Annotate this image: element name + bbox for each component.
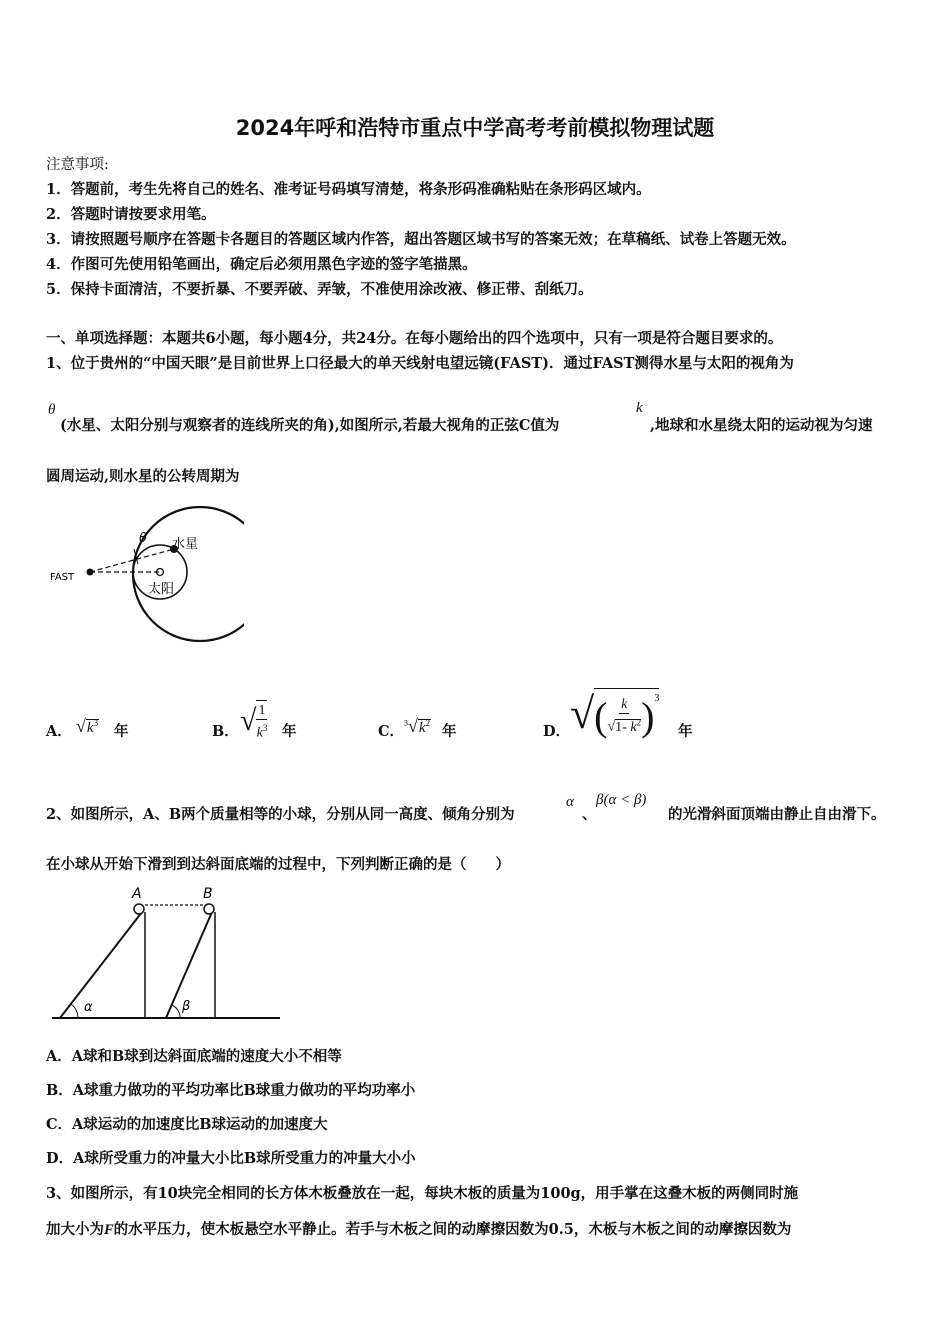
notice-heading: 注意事项:	[46, 157, 109, 173]
label-a: A	[132, 886, 142, 902]
theta-symbol: θ	[48, 402, 56, 418]
earth-orbit	[133, 507, 244, 641]
alpha-symbol: α	[566, 794, 574, 810]
k-symbol: k	[636, 400, 643, 416]
q1-option-c-unit: 年	[442, 723, 457, 740]
q1-option-d-formula: √ ( $\frac{k}{√1- k^2}$ ) $^3$	[570, 689, 660, 739]
beta-condition: β(α < β)	[596, 792, 647, 808]
mercury-label: 水星	[172, 537, 199, 552]
q2-option-c: C．A球运动的加速度比B球运动的加速度大	[46, 1116, 328, 1133]
q2-sep: 、	[582, 806, 597, 823]
q1-option-d-unit: 年	[678, 723, 693, 740]
q1-orbit-figure	[44, 492, 244, 652]
q1-option-b-formula: √ $\frac{1}{k^3}$	[240, 700, 267, 742]
theta-label: θ	[139, 531, 147, 546]
notice-item-4: 4．作图可先使用铅笔画出，确定后必须用黑色字迹的签字笔描黑。	[46, 256, 477, 273]
q1-option-a-formula: $√k^3$	[76, 716, 99, 736]
q2-incline-figure	[46, 884, 286, 1024]
beta-arc	[172, 1005, 180, 1018]
q1-option-d-letter: D．	[543, 723, 571, 740]
q1-line-2b: ,地球和水星绕太阳的运动视为匀速	[650, 417, 873, 434]
q2-line-2: 在小球从开始下滑到到达斜面底端的过程中，下列判断正确的是（ ）	[46, 856, 510, 873]
q3-line-1: 3、如图所示，有10块完全相同的长方体木板叠放在一起，每块木板的质量为100g，用手掌在这叠木板的两侧同时施	[46, 1185, 799, 1202]
q2-option-d: D．A球所受重力的冲量大小比B球所受重力的冲量大小小	[46, 1150, 416, 1167]
q1-line-3: 圆周运动,则水星的公转周期为	[46, 468, 240, 485]
q1-option-c-letter: C．	[378, 723, 405, 740]
beta-label: β	[182, 999, 191, 1014]
ball-b	[204, 904, 214, 914]
section-heading: 一、单项选择题：本题共6小题，每小题4分，共24分。在每小题给出的四个选项中，只有一项是符合题目要求的。	[46, 330, 783, 347]
q1-line-2a: (水星、太阳分别与观察者的连线所夹的角),如图所示,若最大视角的正弦C值为	[60, 417, 560, 434]
q2-line-1b: 的光滑斜面顶端由静止自由滑下。	[668, 806, 886, 823]
page-title: 2024年呼和浩特市重点中学高考考前模拟物理试题	[235, 116, 715, 140]
q1-option-c-formula: $^3√k^2$	[404, 716, 431, 736]
incline-a	[60, 912, 142, 1018]
q3-line-2: 加大小为F的水平压力，使木板悬空水平静止。若手与木板之间的动摩擦因数为0.5，木板与木板之间的动摩擦因数为	[46, 1221, 792, 1238]
ball-a	[134, 904, 144, 914]
sun-label: 太阳	[148, 582, 175, 597]
fast-label: FAST	[50, 572, 75, 583]
q2-option-a: A．A球和B球到达斜面底端的速度大小不相等	[46, 1048, 342, 1065]
q1-option-a-letter: A．	[46, 723, 72, 740]
label-b: B	[203, 886, 213, 902]
q2-line-1a: 2、如图所示，A、B两个质量相等的小球，分别从同一高度、倾角分别为	[46, 806, 515, 823]
notice-item-3: 3．请按照题号顺序在答题卡各题目的答题区域内作答，超出答题区域书写的答案无效；在草稿纸、试卷上答题无效。	[46, 231, 796, 248]
q1-option-a-unit: 年	[114, 723, 129, 740]
alpha-label: α	[84, 1000, 93, 1015]
q1-option-b-unit: 年	[282, 723, 297, 740]
q2-option-b: B．A球重力做功的平均功率比B球重力做功的平均功率小	[46, 1082, 416, 1099]
alpha-arc	[71, 1004, 78, 1018]
notice-item-5: 5．保持卡面清洁，不要折暴、不要弄破、弄皱，不准使用涂改液、修正带、刮纸刀。	[46, 281, 593, 298]
notice-item-2: 2．答题时请按要求用笔。	[46, 206, 216, 223]
notice-item-1: 1．答题前，考生先将自己的姓名、准考证号码填写清楚，将条形码准确粘贴在条形码区域内。	[46, 181, 651, 198]
q1-option-b-letter: B．	[212, 723, 239, 740]
q1-line-1: 1、位于贵州的“中国天眼”是目前世界上口径最大的单天线射电望远镜(FAST)．通过FAST测得水星与太阳的视角为	[46, 355, 794, 372]
